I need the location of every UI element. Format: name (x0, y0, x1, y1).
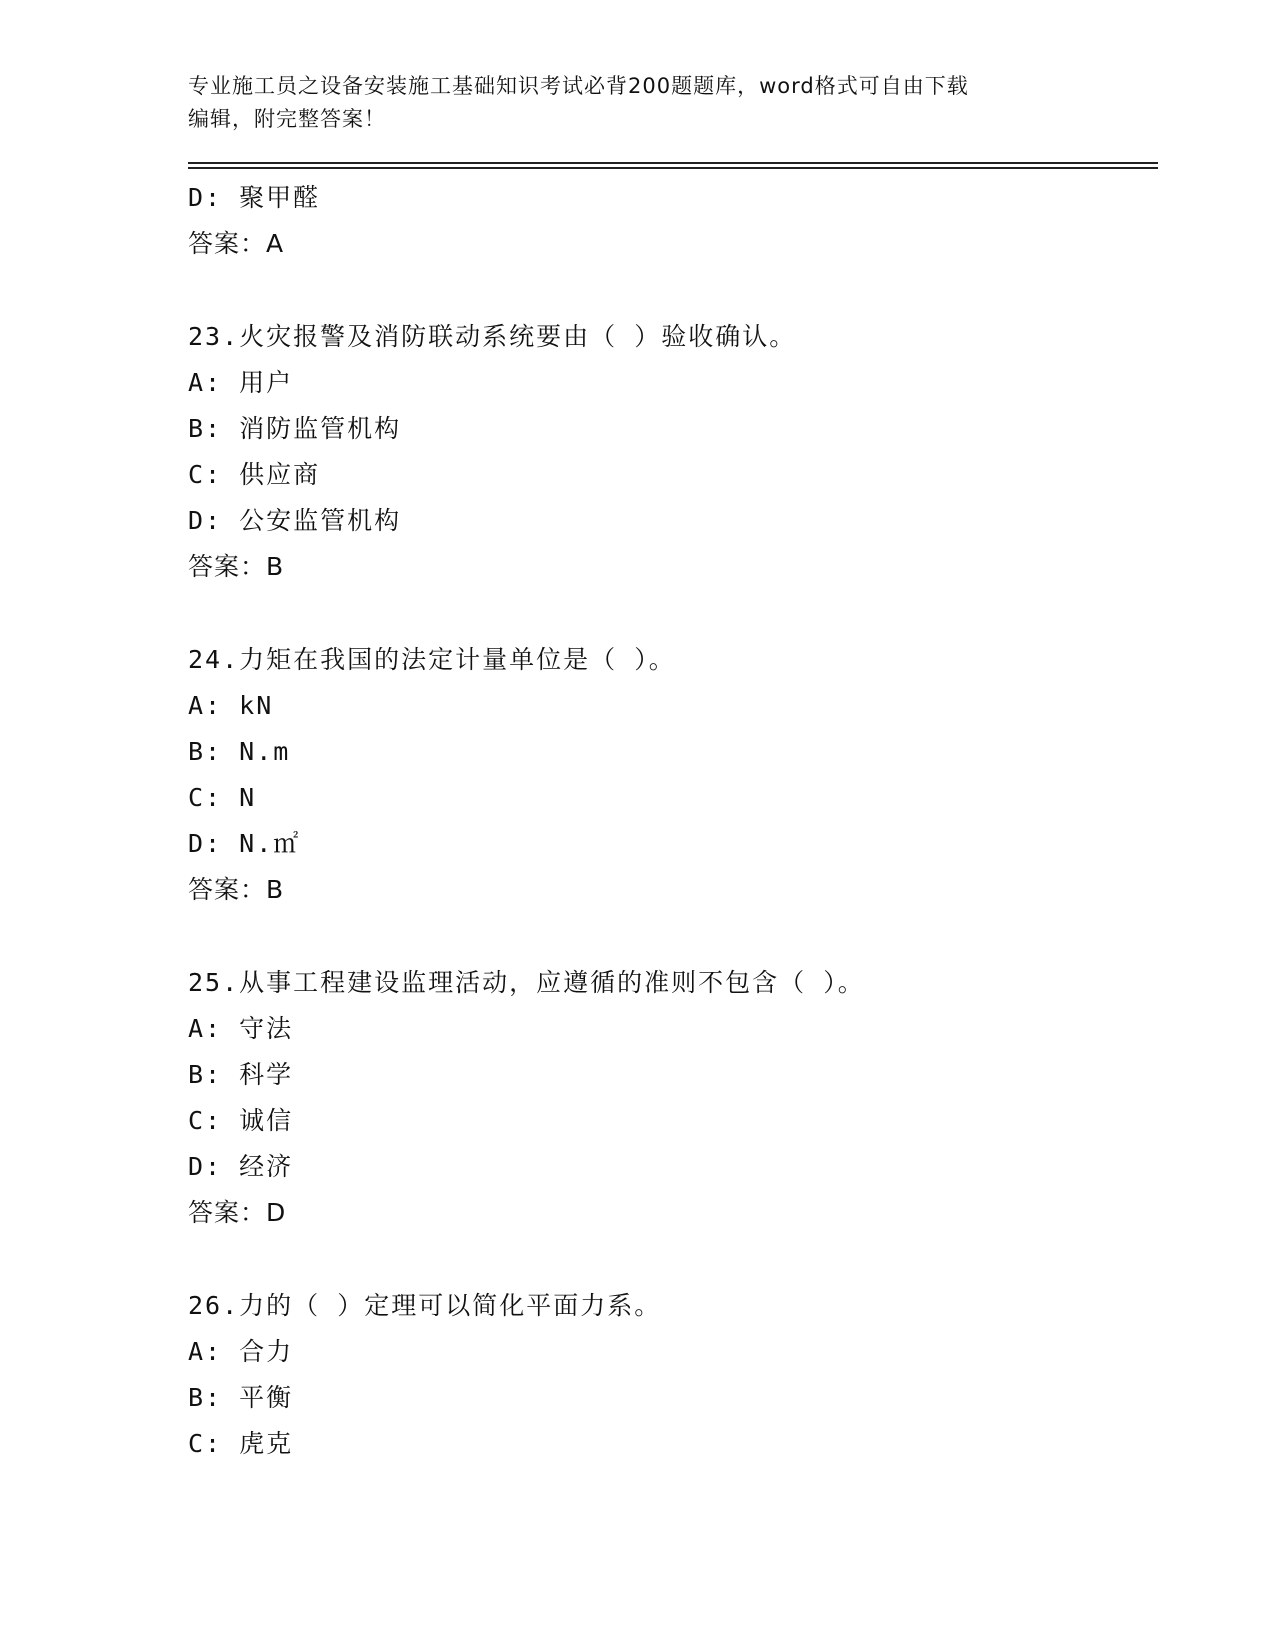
option-b: B: 消防监管机构 (188, 414, 402, 443)
question-26 (188, 1283, 1158, 1467)
question-stem: 23.火灾报警及消防联动系统要由（ ）验收确认。 (188, 322, 797, 351)
spacer (188, 267, 1158, 314)
option-a: A: kN (188, 691, 274, 720)
question-stem: 26.力的（ ）定理可以简化平面力系。 (188, 1291, 662, 1320)
spacer (188, 590, 1158, 637)
spacer (188, 913, 1158, 960)
option-b: B: N.m (188, 737, 291, 766)
header-title-line-2: 编辑，附完整答案！ (188, 107, 386, 131)
option-d: D: 聚甲醛 (188, 183, 321, 212)
question-24 (188, 637, 1158, 913)
option-d: D: 公安监管机构 (188, 506, 402, 535)
option-b: B: 平衡 (188, 1383, 294, 1412)
option-c: C: 虎克 (188, 1429, 294, 1458)
question-23 (188, 314, 1158, 590)
question-stem: 24.力矩在我国的法定计量单位是（ ）。 (188, 645, 676, 674)
option-a: A: 合力 (188, 1337, 294, 1366)
answer-line: 答案：D (188, 1198, 287, 1227)
option-a: A: 用户 (188, 368, 294, 397)
question-22-tail (188, 175, 1158, 267)
question-stem: 25.从事工程建设监理活动，应遵循的准则不包含（ ）。 (188, 968, 865, 997)
header-divider (188, 162, 1158, 169)
option-d: D: N.㎡ (188, 829, 301, 858)
document-header (188, 70, 1158, 136)
answer-line: 答案：B (188, 875, 285, 904)
option-d: D: 经济 (188, 1152, 294, 1181)
document-page (188, 70, 1158, 1467)
option-c: C: 供应商 (188, 460, 321, 489)
question-25 (188, 960, 1158, 1236)
answer-line: 答案：B (188, 552, 285, 581)
option-b: B: 科学 (188, 1060, 294, 1089)
answer-line: 答案：A (188, 229, 285, 258)
option-a: A: 守法 (188, 1014, 294, 1043)
header-title-line-1: 专业施工员之设备安装施工基础知识考试必背200题题库，word格式可自由下载 (188, 74, 969, 98)
option-c: C: 诚信 (188, 1106, 294, 1135)
spacer (188, 1236, 1158, 1283)
option-c: C: N (188, 783, 257, 812)
